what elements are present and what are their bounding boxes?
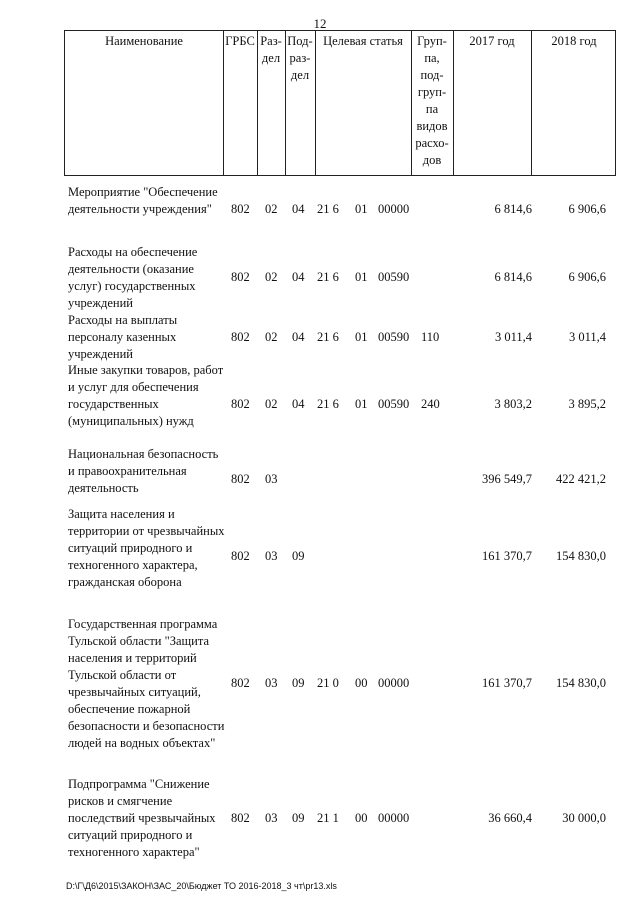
row-v2017: 6 814,6 [494,270,532,284]
row-pr: 04 [292,270,305,284]
row-cs2: 01 [355,202,368,216]
row-v2018: 3 895,2 [568,397,606,411]
row-v2017: 3 011,4 [494,330,532,344]
table-row [0,244,640,312]
row-rz: 03 [265,676,278,690]
row-rz: 03 [265,472,278,486]
row-v2017: 6 814,6 [494,202,532,216]
row-vr: 240 [421,397,440,411]
header-2018: 2018 год [551,34,597,48]
row-name: Расходы на обеспечение деятельности (оказание услуг) государственных учреждений [68,245,198,310]
table-row [0,616,640,760]
row-cs2: 00 [355,811,368,825]
row-cs1: 21 1 [317,811,339,825]
row-v2018: 30 000,0 [562,811,606,825]
table-row [0,184,640,236]
table-row [0,312,640,364]
row-vr: 110 [421,330,440,344]
row-name: Национальная безопасность и правоохранительная деятельность [68,447,219,495]
row-v2018: 3 011,4 [568,330,606,344]
row-pr: 04 [292,202,305,216]
header-name: Наименование [105,34,183,48]
row-cs1: 21 6 [317,397,339,411]
row-pr: 09 [292,811,305,825]
table-row [0,446,640,508]
row-grbs: 802 [231,472,250,486]
row-pr: 09 [292,676,305,690]
row-grbs: 802 [231,330,250,344]
row-rz: 02 [265,397,278,411]
row-name: Подпрограмма "Снижение рисков и смягчение последствий чрезвычайных ситуаций природного и техногенного характера" [68,777,216,859]
row-cs3: 00590 [378,397,410,411]
row-cs3: 00000 [378,676,410,690]
row-grbs: 802 [231,202,250,216]
row-v2017: 161 370,7 [482,676,532,690]
row-name: Государственная программа Тульской области "Защита населения и территорий Тульской области от чрезвычайных ситуаций, обеспечение пожарной безопасности и безопасности людей на водных объектах" [68,617,225,750]
row-grbs: 802 [231,811,250,825]
row-name: Защита населения и территории от чрезвычайных ситуаций природного и техногенного характера, гражданская оборона [68,507,225,589]
row-rz: 02 [265,202,278,216]
row-grbs: 802 [231,676,250,690]
row-cs2: 00 [355,676,368,690]
header-2017: 2017 год [469,34,515,48]
row-rz: 02 [265,330,278,344]
row-v2017: 396 549,7 [482,472,532,486]
row-v2018: 154 830,0 [556,549,606,563]
row-grbs: 802 [231,397,250,411]
row-v2018: 154 830,0 [556,676,606,690]
row-cs1: 21 0 [317,676,339,690]
row-pr: 04 [292,330,305,344]
row-cs3: 00590 [378,330,410,344]
row-v2018: 6 906,6 [568,202,606,216]
header-podrazdel: Под- раз- дел [287,34,313,82]
row-cs2: 01 [355,330,368,344]
row-rz: 03 [265,549,278,563]
table-row [0,776,640,860]
row-grbs: 802 [231,549,250,563]
row-cs1: 21 6 [317,330,339,344]
table-row [0,506,640,606]
row-pr: 09 [292,549,305,563]
table-header [64,30,616,176]
row-v2018: 422 421,2 [556,472,606,486]
row-name: Иные закупки товаров, работ и услуг для обеспечения государственных (муниципальных) нужд [68,363,224,428]
row-v2018: 6 906,6 [568,270,606,284]
row-rz: 03 [265,811,278,825]
row-cs3: 00590 [378,270,410,284]
header-razdel: Раз- дел [260,34,282,65]
row-cs1: 21 6 [317,202,339,216]
row-cs2: 01 [355,270,368,284]
header-target: Целевая статья [323,34,403,48]
row-cs2: 01 [355,397,368,411]
row-rz: 02 [265,270,278,284]
row-name: Расходы на выплаты персоналу казенных учреждений [68,313,178,361]
row-v2017: 161 370,7 [482,549,532,563]
row-v2017: 36 660,4 [488,811,532,825]
row-pr: 04 [292,397,305,411]
row-v2017: 3 803,2 [494,397,532,411]
row-cs3: 00000 [378,202,410,216]
table-row [0,362,640,446]
header-grbs: ГРБС [225,34,255,48]
page-number: 12 [313,16,327,31]
row-cs1: 21 6 [317,270,339,284]
row-cs3: 00000 [378,811,410,825]
header-group: Груп- па, под- груп- па видов расхо- дов [415,34,449,167]
row-name: Мероприятие "Обеспечение деятельности учреждения" [68,185,218,216]
row-grbs: 802 [231,270,250,284]
file-path-footer: D:\Г\Д6\2015\ЗАКОН\ЗАС_20\Бюджет ТО 2016-2018_3 чт\pr13.xls [66,881,337,891]
